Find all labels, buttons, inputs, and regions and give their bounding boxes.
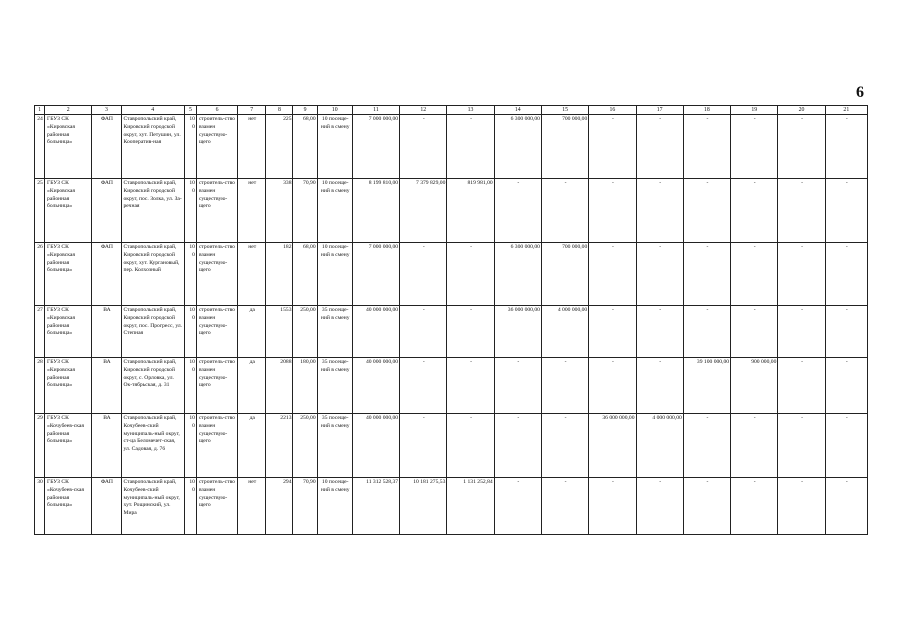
amount-col-21-cell: - (825, 179, 867, 243)
table-row (35, 115, 868, 179)
column-number: 9 (293, 106, 317, 115)
flag-cell: да (238, 414, 266, 478)
amount-col-13-cell: - (447, 243, 494, 306)
amount-col-18-cell: 39 100 000,00 (683, 358, 730, 414)
flag-cell: нет (238, 179, 266, 243)
work-type-cell: строитель-ство взамен существую-щего (196, 179, 237, 243)
amount-col-20-cell: - (778, 306, 825, 358)
table-row (35, 414, 868, 478)
capacity-cell: 35 посеще-ний в смену (317, 358, 352, 414)
readiness-percent-cell: 100 (184, 115, 196, 179)
amount-col-17-cell: - (636, 115, 683, 179)
amount-col-19-cell: - (731, 414, 778, 478)
population-count-cell: 225 (266, 115, 293, 179)
column-number: 7 (238, 106, 266, 115)
area-cell: 70,90 (293, 478, 317, 535)
amount-col-18-cell: - (683, 414, 730, 478)
institution-name-cell: ГБУЗ СК «Кировская районная больница» (45, 243, 92, 306)
institution-name-cell: ГБУЗ СК «Кочубеев-ская районная больница» (45, 414, 92, 478)
amount-col-14-cell: - (494, 358, 541, 414)
amount-col-15-cell: 700 000,00 (541, 115, 588, 179)
amount-col-14-cell: - (494, 179, 541, 243)
amount-col-11-cell: 7 000 000,00 (352, 243, 399, 306)
row-number-cell: 24 (35, 115, 45, 179)
work-type-cell: строитель-ство взамен существую-щего (196, 115, 237, 179)
column-number: 12 (400, 106, 447, 115)
amount-col-14-cell: 6 300 000,00 (494, 243, 541, 306)
readiness-percent-cell: 100 (184, 243, 196, 306)
row-number-cell: 30 (35, 478, 45, 535)
table-body (35, 115, 868, 535)
amount-col-18-cell: - (683, 243, 730, 306)
table-row (35, 478, 868, 535)
institution-name-cell: ГБУЗ СК «Кировская районная больница» (45, 115, 92, 179)
page-number: 6 (856, 84, 864, 101)
amount-col-19-cell: - (731, 115, 778, 179)
amount-col-21-cell: - (825, 478, 867, 535)
amount-col-14-cell: 36 000 000,00 (494, 306, 541, 358)
amount-col-20-cell: - (778, 478, 825, 535)
amount-col-12-cell: - (400, 358, 447, 414)
flag-cell: нет (238, 115, 266, 179)
amount-col-19-cell: - (731, 179, 778, 243)
amount-col-17-cell: - (636, 243, 683, 306)
readiness-percent-cell: 100 (184, 414, 196, 478)
amount-col-12-cell: - (400, 243, 447, 306)
table-row (35, 358, 868, 414)
amount-col-21-cell: - (825, 115, 867, 179)
amount-col-15-cell: 700 000,00 (541, 243, 588, 306)
population-count-cell: 182 (266, 243, 293, 306)
readiness-percent-cell: 100 (184, 306, 196, 358)
amount-col-16-cell: - (589, 478, 636, 535)
column-number-row (35, 106, 868, 115)
amount-col-11-cell: 11 312 528,37 (352, 478, 399, 535)
capacity-cell: 10 посеще-ний в смену (317, 179, 352, 243)
amount-col-18-cell: - (683, 306, 730, 358)
amount-col-17-cell: - (636, 358, 683, 414)
capacity-cell: 10 посеще-ний в смену (317, 478, 352, 535)
amount-col-11-cell: 7 000 000,00 (352, 115, 399, 179)
amount-col-13-cell: - (447, 115, 494, 179)
amount-col-19-cell: - (731, 478, 778, 535)
amount-col-16-cell: - (589, 179, 636, 243)
column-number: 1 (35, 106, 45, 115)
amount-col-12-cell: 10 181 275,53 (400, 478, 447, 535)
address-cell: Ставропольский край, Кочубеев-ский муниципаль-ный округ, ст-ца Беломечет-ская, ул. Садовая, д. 76 (121, 414, 184, 478)
flag-cell: нет (238, 478, 266, 535)
amount-col-21-cell: - (825, 414, 867, 478)
column-number: 15 (541, 106, 588, 115)
population-count-cell: 2088 (266, 358, 293, 414)
row-number-cell: 25 (35, 179, 45, 243)
column-number: 6 (196, 106, 237, 115)
population-count-cell: 1553 (266, 306, 293, 358)
facilities-table (34, 105, 868, 535)
amount-col-13-cell: - (447, 414, 494, 478)
amount-col-13-cell: 1 131 252,84 (447, 478, 494, 535)
area-cell: 68,00 (293, 243, 317, 306)
work-type-cell: строитель-ство взамен существую-щего (196, 414, 237, 478)
row-number-cell: 27 (35, 306, 45, 358)
amount-col-20-cell: - (778, 115, 825, 179)
amount-col-17-cell: - (636, 478, 683, 535)
area-cell: 250,00 (293, 306, 317, 358)
amount-col-13-cell: - (447, 358, 494, 414)
amount-col-19-cell: - (731, 306, 778, 358)
facility-type-cell: ВА (92, 358, 121, 414)
institution-name-cell: ГБУЗ СК «Кировская районная больница» (45, 358, 92, 414)
address-cell: Ставропольский край, Кировский городской округ, пос. Золка, ул. За-речная (121, 179, 184, 243)
area-cell: 70,90 (293, 179, 317, 243)
amount-col-20-cell: - (778, 358, 825, 414)
institution-name-cell: ГБУЗ СК «Кировская районная больница» (45, 306, 92, 358)
amount-col-16-cell: - (589, 358, 636, 414)
address-cell: Ставропольский край, Кочубеев-ский муниципаль-ный округ, хут. Рощинский, ул. Мира (121, 478, 184, 535)
flag-cell: нет (238, 243, 266, 306)
amount-col-17-cell: 4 000 000,00 (636, 414, 683, 478)
amount-col-14-cell: 6 300 000,00 (494, 115, 541, 179)
readiness-percent-cell: 100 (184, 478, 196, 535)
address-cell: Ставропольский край, Кировский городской округ, пос. Прогресс, ул. Степная (121, 306, 184, 358)
address-cell: Ставропольский край, Кировский городской округ, с. Орловка, ул. Ок-тябрьская, д. 31 (121, 358, 184, 414)
area-cell: 180,00 (293, 358, 317, 414)
amount-col-17-cell: - (636, 179, 683, 243)
column-number: 19 (731, 106, 778, 115)
row-number-cell: 28 (35, 358, 45, 414)
amount-col-16-cell: - (589, 243, 636, 306)
amount-col-13-cell: - (447, 306, 494, 358)
institution-name-cell: ГБУЗ СК «Кочубеев-ская районная больница» (45, 478, 92, 535)
amount-col-15-cell: - (541, 414, 588, 478)
column-number: 3 (92, 106, 121, 115)
amount-col-17-cell: - (636, 306, 683, 358)
amount-col-15-cell: - (541, 358, 588, 414)
address-cell: Ставропольский край, Кировский городской округ, хут. Петушин, ул. Кооператив-ная (121, 115, 184, 179)
column-number: 18 (683, 106, 730, 115)
amount-col-20-cell: - (778, 243, 825, 306)
amount-col-14-cell: - (494, 478, 541, 535)
amount-col-16-cell: - (589, 115, 636, 179)
amount-col-12-cell: - (400, 115, 447, 179)
amount-col-18-cell: - (683, 478, 730, 535)
population-count-cell: 2213 (266, 414, 293, 478)
amount-col-16-cell: 36 000 000,00 (589, 414, 636, 478)
amount-col-20-cell: - (778, 179, 825, 243)
amount-col-11-cell: 40 000 000,00 (352, 306, 399, 358)
column-number: 11 (352, 106, 399, 115)
amount-col-18-cell: - (683, 179, 730, 243)
amount-col-13-cell: 819 981,00 (447, 179, 494, 243)
column-number: 5 (184, 106, 196, 115)
amount-col-12-cell: - (400, 306, 447, 358)
amount-col-14-cell: - (494, 414, 541, 478)
work-type-cell: строитель-ство взамен существую-щего (196, 478, 237, 535)
column-number: 8 (266, 106, 293, 115)
table-row (35, 179, 868, 243)
row-number-cell: 26 (35, 243, 45, 306)
amount-col-11-cell: 8 199 810,00 (352, 179, 399, 243)
amount-col-12-cell: 7 379 829,00 (400, 179, 447, 243)
amount-col-15-cell: - (541, 478, 588, 535)
amount-col-21-cell: - (825, 306, 867, 358)
address-cell: Ставропольский край, Кировский городской округ, хут. Кургановый, пер. Колхозный (121, 243, 184, 306)
readiness-percent-cell: 100 (184, 358, 196, 414)
amount-col-21-cell: - (825, 243, 867, 306)
column-number: 20 (778, 106, 825, 115)
column-number: 13 (447, 106, 494, 115)
capacity-cell: 10 посеще-ний в смену (317, 115, 352, 179)
column-number: 4 (121, 106, 184, 115)
flag-cell: да (238, 358, 266, 414)
capacity-cell: 35 посеще-ний в смену (317, 414, 352, 478)
amount-col-19-cell: - (731, 243, 778, 306)
column-number: 14 (494, 106, 541, 115)
amount-col-19-cell: 900 000,00 (731, 358, 778, 414)
amount-col-20-cell: - (778, 414, 825, 478)
column-number: 2 (45, 106, 92, 115)
column-number: 17 (636, 106, 683, 115)
capacity-cell: 35 посеще-ний в смену (317, 306, 352, 358)
column-number: 21 (825, 106, 867, 115)
work-type-cell: строитель-ство взамен существую-щего (196, 358, 237, 414)
table-row (35, 306, 868, 358)
amount-col-11-cell: 40 000 000,00 (352, 414, 399, 478)
flag-cell: да (238, 306, 266, 358)
readiness-percent-cell: 100 (184, 179, 196, 243)
facility-type-cell: ФАП (92, 179, 121, 243)
facility-type-cell: ФАП (92, 115, 121, 179)
facility-type-cell: ФАП (92, 478, 121, 535)
population-count-cell: 338 (266, 179, 293, 243)
amount-col-16-cell: - (589, 306, 636, 358)
table-row (35, 243, 868, 306)
amount-col-21-cell: - (825, 358, 867, 414)
amount-col-15-cell: - (541, 179, 588, 243)
area-cell: 68,00 (293, 115, 317, 179)
population-count-cell: 294 (266, 478, 293, 535)
amount-col-15-cell: 4 000 000,00 (541, 306, 588, 358)
capacity-cell: 10 посеще-ний в смену (317, 243, 352, 306)
amount-col-11-cell: 40 000 000,00 (352, 358, 399, 414)
facility-type-cell: ФАП (92, 243, 121, 306)
work-type-cell: строитель-ство взамен существую-щего (196, 243, 237, 306)
amount-col-18-cell: - (683, 115, 730, 179)
work-type-cell: строитель-ство взамен существую-щего (196, 306, 237, 358)
institution-name-cell: ГБУЗ СК «Кировская районная больница» (45, 179, 92, 243)
column-number: 10 (317, 106, 352, 115)
column-number: 16 (589, 106, 636, 115)
amount-col-12-cell: - (400, 414, 447, 478)
row-number-cell: 29 (35, 414, 45, 478)
facility-type-cell: ВА (92, 414, 121, 478)
area-cell: 250,00 (293, 414, 317, 478)
facility-type-cell: ВА (92, 306, 121, 358)
